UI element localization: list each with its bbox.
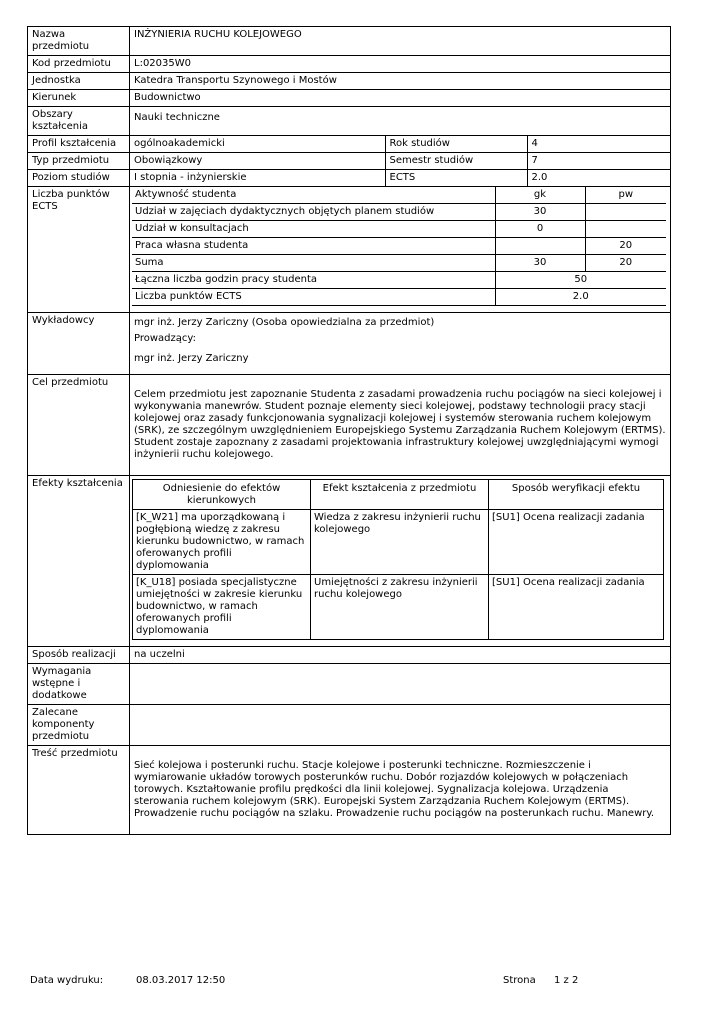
ects-r6-val: 2.0 (495, 289, 666, 306)
label-nazwa: Nazwa przedmiotu (28, 27, 130, 56)
row-obszary (28, 107, 671, 136)
label-cel: Cel przedmiotu (28, 375, 130, 476)
label-kierunek: Kierunek (28, 90, 130, 107)
row-cel (28, 375, 671, 476)
value-ects: 2.0 (531, 172, 548, 183)
value-typ: Obowiązkowy (130, 153, 385, 169)
label-poziom: Poziom studiów (28, 170, 130, 187)
poziom-cell (130, 170, 671, 187)
ects-r4-gk: 30 (495, 255, 585, 272)
wykladowca-line1: mgr inż. Jerzy Zariczny (Osoba opowiedzialna za przedmiot) (134, 317, 435, 328)
label-sposob: Sposób realizacji (28, 647, 130, 664)
efekty-r2-c2: Umiejętności z zakresu inżynierii ruchu kolejowego (311, 575, 489, 640)
efekty-h1: Odniesienie do efektów kierunkowych (133, 480, 311, 510)
efekty-table (132, 479, 664, 640)
typ-cell (130, 153, 671, 170)
ects-row (132, 221, 666, 238)
label-ects: ECTS (385, 170, 527, 186)
ects-r2-gk: 0 (495, 221, 585, 238)
row-sposob (28, 647, 671, 664)
wykladowcy-cell (130, 313, 671, 375)
efekty-header (133, 480, 664, 510)
row-profil (28, 136, 671, 153)
label-wymagania: Wymagania wstępne i dodatkowe (28, 664, 130, 705)
row-wykladowcy (28, 313, 671, 375)
row-poziom (28, 170, 671, 187)
row-liczba (28, 187, 671, 313)
label-jednostka: Jednostka (28, 73, 130, 90)
wykladowca-line3: mgr inż. Jerzy Zariczny (134, 353, 249, 364)
row-kierunek (28, 90, 671, 107)
ects-r5-val: 50 (495, 272, 666, 289)
value-jednostka: Katedra Transportu Szynowego i Mostów (130, 73, 671, 90)
value-kierunek: Budownictwo (130, 90, 671, 107)
row-tresc (28, 746, 671, 835)
value-rok: 4 (531, 138, 538, 149)
row-nazwa (28, 27, 671, 56)
value-poziom: I stopnia - inżynierskie (130, 170, 385, 186)
row-typ (28, 153, 671, 170)
efekty-r2-c3: [SU1] Ocena realizacji zadania (489, 575, 664, 640)
ects-r6-label: Liczba punktów ECTS (132, 289, 495, 306)
efekty-h2: Efekt kształcenia z przedmiotu (311, 480, 489, 510)
label-efekty: Efekty kształcenia (28, 476, 130, 647)
ects-r3-label: Praca własna studenta (132, 238, 495, 255)
efekty-row (133, 575, 664, 640)
value-cel: Celem przedmiotu jest zapoznanie Studenta z zasadami prowadzenia ruchu pociągów na sieci kolejowej i wykonywania manewrów. Student poznaje elementy sieci kolejowej, podstawy technologii pracy stacji kolejowej oraz zasady funkcjonowania sygnalizacji kolejowej i systemów sterowania ruchem kolejowym (SRK), ze szczególnym uwzględnieniem Europejskiego Systemu Zarządzania Ruchem Kolejowym (ERTMS). Student zostaje zapoznany z zasadami projektowania infrastruktury kolejowej uwzględniającymi wymogi inżynierii ruchu kolejowego. (130, 375, 671, 476)
ects-header (132, 187, 666, 204)
ects-r5-label: Łączna liczba godzin pracy studenta (132, 272, 495, 289)
value-zalecane (130, 705, 671, 746)
ects-row (132, 238, 666, 255)
efekty-cell (130, 476, 671, 647)
row-kod (28, 56, 671, 73)
ects-row (132, 204, 666, 221)
row-zalecane (28, 705, 671, 746)
label-kod: Kod przedmiotu (28, 56, 130, 73)
ects-r4-label: Suma (132, 255, 495, 272)
ects-r4-pw: 20 (585, 255, 666, 272)
row-efekty (28, 476, 671, 647)
page-label: Strona (503, 975, 536, 986)
ects-row (132, 255, 666, 272)
ects-row (132, 272, 666, 289)
row-jednostka (28, 73, 671, 90)
ects-cell (130, 187, 671, 313)
label-liczba: Liczba punktów ECTS (28, 187, 130, 313)
row-wymagania (28, 664, 671, 705)
efekty-r2-c1: [K_U18] posiada specjalistyczne umiejętności w zakresie kierunku budownictwo, w ramach oferowanych profili dyplomowania (133, 575, 311, 640)
ects-table (132, 187, 666, 306)
print-date-value: 08.03.2017 12:50 (136, 975, 226, 986)
ects-h-gk: gk (495, 187, 585, 204)
label-obszary: Obszary kształcenia (28, 107, 130, 136)
value-tresc: Sieć kolejowa i posterunki ruchu. Stacje kolejowe i posterunki techniczne. Rozmieszczenie i wymiarowanie układów torowych posterunków ruchu. Dobór rozjazdów kolejowych w połączeniach torowych. Kształtowanie profilu prędkości dla linii kolejowej. Sygnalizacja kolejowa. Urządzenia sterowania ruchem kolejowym (SRK). Europejski System Zarządzania Ruchem Kolejowym (ERTMS). Prowadzenie ruchu pociągów na szlaku. Prowadzenie ruchu pociągów na posterunkach ruchu. Manewry. (130, 746, 671, 835)
ects-r1-gk: 30 (495, 204, 585, 221)
label-rok: Rok studiów (385, 136, 527, 152)
value-nazwa: INŻYNIERIA RUCHU KOLEJOWEGO (130, 27, 671, 56)
value-kod: L:02035W0 (130, 56, 671, 73)
page-number: 1 z 2 (554, 975, 579, 986)
efekty-row (133, 510, 664, 575)
ects-r1-label: Udział w zajęciach dydaktycznych objętych planem studiów (132, 204, 495, 221)
value-sposob: na uczelni (130, 647, 671, 664)
label-zalecane: Zalecane komponenty przedmiotu (28, 705, 130, 746)
profil-cell (130, 136, 671, 153)
efekty-r1-c3: [SU1] Ocena realizacji zadania (489, 510, 664, 575)
ects-r2-label: Udział w konsultacjach (132, 221, 495, 238)
ects-h-aktywnosc: Aktywność studenta (132, 187, 495, 204)
efekty-h3: Sposób weryfikacji efektu (489, 480, 664, 510)
ects-row (132, 289, 666, 306)
efekty-r1-c2: Wiedza z zakresu inżynierii ruchu kolejowego (311, 510, 489, 575)
value-wymagania (130, 664, 671, 705)
label-tresc: Treść przedmiotu (28, 746, 130, 835)
ects-r3-pw: 20 (585, 238, 666, 255)
label-typ: Typ przedmiotu (28, 153, 130, 170)
value-profil: ogólnoakademicki (130, 136, 385, 152)
label-wykladowcy: Wykładowcy (28, 313, 130, 375)
ects-h-pw: pw (585, 187, 666, 204)
print-date-label: Data wydruku: (30, 975, 104, 986)
syllabus-table (27, 26, 671, 835)
value-semestr: 7 (531, 155, 538, 166)
label-profil: Profil kształcenia (28, 136, 130, 153)
label-semestr: Semestr studiów (385, 153, 527, 169)
efekty-r1-c1: [K_W21] ma uporządkowaną i pogłębioną wiedzę z zakresu kierunku budownictwo, w ramach oferowanych profili dyplomowania (133, 510, 311, 575)
wykladowca-line2: Prowadzący: (134, 333, 196, 344)
value-obszary: Nauki techniczne (130, 107, 671, 136)
